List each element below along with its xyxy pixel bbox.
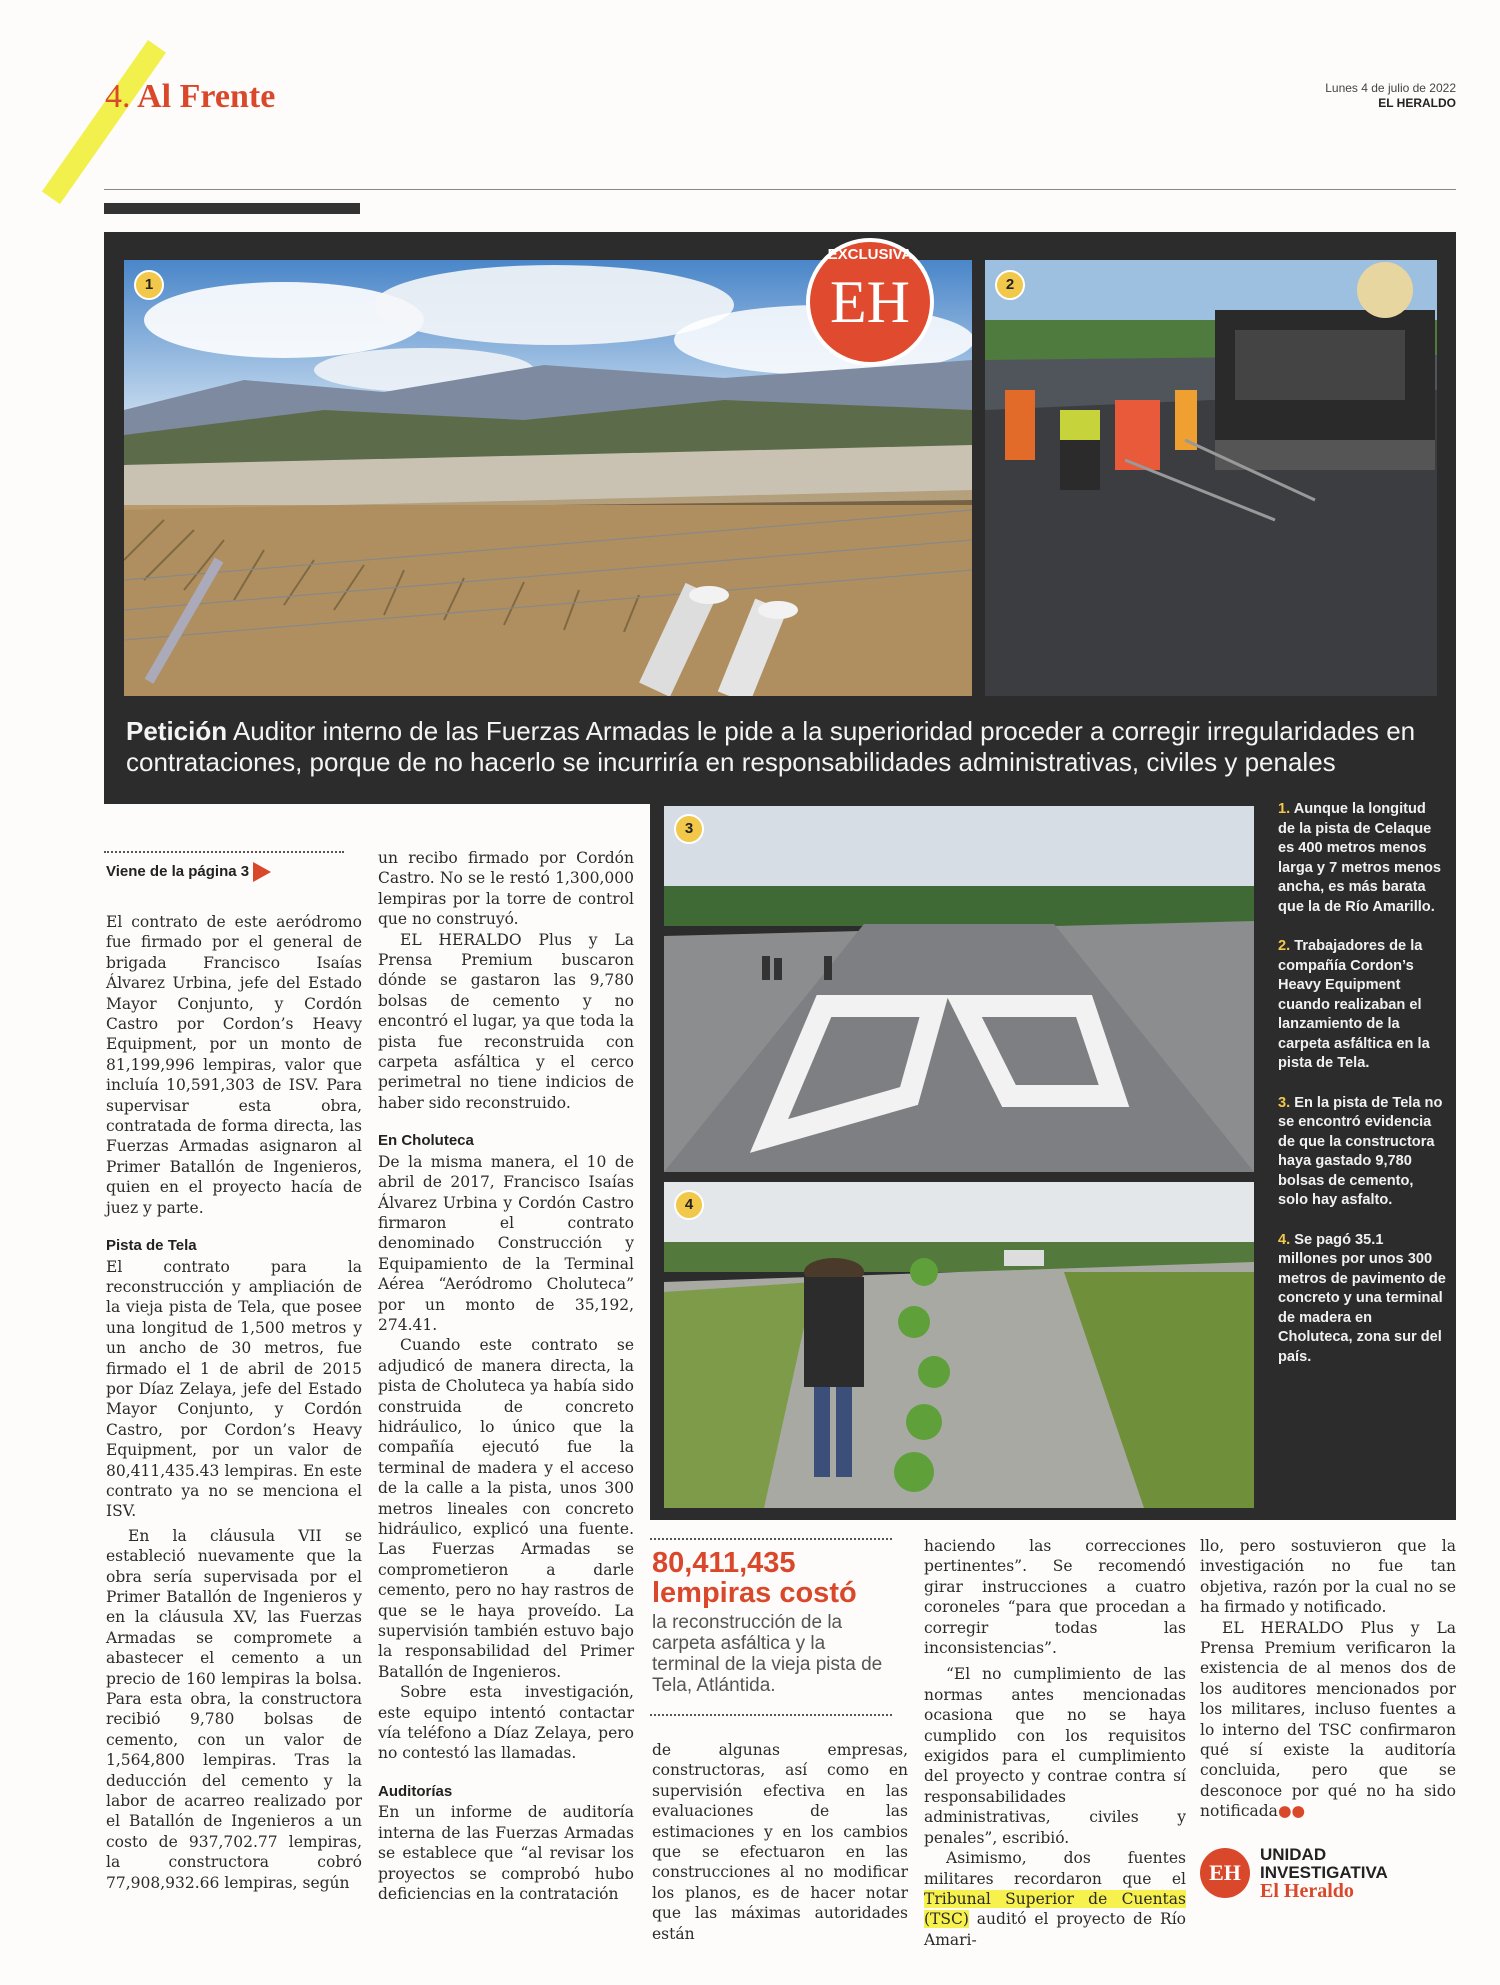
article-column-5 — [1200, 1536, 1456, 1822]
highlighter-mark — [42, 40, 166, 204]
photo-caption: 3. En la pista de Tela no se encontró evidencia de que la constructora haya gastado 9,780 bolsas de cemento, solo hay asfalto. — [1278, 1094, 1443, 1208]
top-caption — [126, 716, 1436, 778]
investigative-unit-logo — [1200, 1846, 1440, 1900]
photo-number-badge: 1 — [134, 270, 164, 300]
photo-choluteca-runway — [664, 1182, 1254, 1508]
unit-paper: El Heraldo — [1260, 1880, 1354, 1902]
article-paragraph: “El no cumplimiento de las normas antes mencionadas ocasiona que no se haya cumplido con los requisitos exigidos para el cumplimiento del proyecto y contrae contra sí responsabilidades administrativas, civiles y penales”, escribió. — [924, 1665, 1186, 1847]
section-title: 4. Al Frente — [105, 78, 276, 115]
article-paragraph: un recibo firmado por Cordón Castro. No se le restó 1,300,000 lempiras por la torre de control que no construyó. — [378, 849, 634, 929]
article-paragraph: Cuando este contrato se adjudicó de manera directa, la pista de Choluteca ya había sido construida de concreto hidráulico, lo único que la compañía ejecutó fue la terminal de madera y el acceso de la calle a la pista, unos 300 metros lineales con concreto hidráulico, explicó una fuente. Las Fuerzas Armadas se comprometieron a darle cemento, pero no hay rastros de que se le haya proveído. La supervisión también estuvo bajo la responsabilidad del Primer Batallón de Ingenieros. — [378, 1336, 634, 1681]
photo-caption: 1. Aunque la longitud de la pista de Celaque es 400 metros menos larga y 7 metros menos ancha, es más barata que la de Río Amarillo. — [1278, 801, 1442, 915]
article-paragraph: El contrato de este aeródromo fue firmado por el general de brigada Francisco Isaías Álvarez Urbina, jefe del Estado Mayor Conjunto, y Cordón Castro por Cordon’s Heavy Equipment, por un monto de 81,199,996 lempiras, valor que incluía 10,591,303 de ISV. Para supervisar esta obra, contratada de forma directa, las Fuerzas Armadas asignaron al Primer Batallón de Ingenieros, quien en el proyecto hacía de juez y parte. — [106, 913, 362, 1217]
article-paragraph: EL HERALDO Plus y La Prensa Premium buscaron dónde se gastaron las 9,780 bolsas de cemento y no encontró el lugar, ya que toda la pista fue reconstruida con carpeta asfáltica y el cerco perimetral no tiene indicios de haber sido reconstruido. — [378, 930, 634, 1112]
pullquote-text: la reconstrucción de la carpeta asfáltica y la terminal de la vieja pista de Tela, Atlántida. — [652, 1612, 883, 1696]
issue-date: Lunes 4 de julio de 2022 — [1325, 81, 1456, 95]
eh-logo: EH — [830, 269, 910, 335]
photo-number-badge: 4 — [674, 1190, 704, 1220]
end-mark: ●● — [1277, 1801, 1305, 1821]
pullquote-rule — [650, 1538, 892, 1540]
continued-from-label: Viene de la página 3 — [106, 862, 271, 882]
header-rule — [104, 189, 1456, 190]
article-paragraph: En un informe de auditoría interna de las Fuerzas Armadas se establece que “al revisar los proyectos se comprobó hubo deficiencias en la contratación — [378, 1803, 634, 1903]
column-rule — [104, 851, 344, 853]
eh-logo: EH — [1200, 1848, 1250, 1898]
article-column-2 — [378, 848, 634, 1904]
caption-text: Auditor interno de las Fuerzas Armadas le pide a la superioridad proceder a corregir irregularidades en contrataciones, porque de no hacerlo se incurriría en responsabilidades administrativas, civiles y penales — [126, 716, 1416, 777]
highlighted-text: Tribunal Superior de Cuentas (TSC) — [924, 1889, 1186, 1929]
newspaper-name: EL HERALDO — [1378, 96, 1456, 110]
article-paragraph: de algunas empresas, constructoras, así como en supervisión efectiva en las evaluaciones de las estimaciones y en los cambios que se efectuaron en las construcciones al no modificar los planos, es de hacer notar que las máximas autoridades están — [652, 1741, 908, 1943]
photo-asphalt-workers — [985, 260, 1437, 696]
article-column-3 — [652, 1740, 908, 1944]
article-paragraph: En la cláusula VII se estableció nuevamente que la obra sería supervisada por el Primer Batallón de Ingenieros y en la cláusula XV, las Fuerzas Armadas se compromete a abastecer el cemento a un precio de 160 lempiras la bolsa. Para esta obra, la constructora recibió 9,780 bolsas de cemento, con un valor de 1,564,800 lempiras. Tras la deducción del cemento y la labor de acarreo realizado por el Batallón de Ingenieros a un costo de 937,702.77 lempiras, la constructora cobró 77,908,932.66 lempiras, según — [106, 1526, 362, 1892]
arrow-right-icon — [253, 862, 271, 882]
photo-tela-runway — [664, 806, 1254, 1172]
photo-number-badge: 2 — [995, 270, 1025, 300]
photo-caption: 2. Trabajadores de la compañía Cordon’s Heavy Equipment cuando realizaban el lanzamiento de la carpeta asfáltica en la pista de Tela. — [1278, 938, 1430, 1071]
subheading: Auditorías — [378, 1782, 453, 1800]
article-column-4 — [924, 1536, 1186, 1950]
photo-caption: 4. Se pagó 35.1 millones por unos 300 metros de pavimento de concreto y una terminal de madera en Choluteca, zona sur del país. — [1278, 1231, 1446, 1365]
header-bar — [104, 203, 360, 214]
article-paragraph: El contrato para la reconstrucción y ampliación de la vieja pista de Tela, que posee una longitud de 1,500 metros y un ancho de 30 metros, fue firmado el 1 de abril de 2015 por Díaz Zelaya, jefe del Estado Mayor Conjunto, y Cordón Castro, por Cordon’s Heavy Equipment, por un valor de 80,411,435.43 lempiras. En este contrato ya no se menciona el ISV. — [106, 1257, 362, 1521]
subheading: Pista de Tela — [106, 1237, 197, 1255]
unit-label: UNIDAD INVESTIGATIVA — [1260, 1845, 1388, 1882]
article-paragraph: De la misma manera, el 10 de abril de 2017, Francisco Isaías Álvarez Urbina y Cordón Castro firmaron el contrato denominado Construcción y Equipamiento de la Terminal Aérea “Aeródromo Choluteca” por un monto de 35,192, 274.41. — [378, 1152, 634, 1334]
article-paragraph: llo, pero sostuvieron que la investigación no fue tan objetiva, razón por la cual no se ha firmado y notificado. — [1200, 1537, 1456, 1617]
pullquote-rule — [650, 1714, 892, 1716]
article-paragraph: Sobre esta investigación, este equipo intentó contactar vía teléfono a Díaz Zelaya, pero no contestó las llamadas. — [378, 1683, 634, 1763]
article-paragraph: EL HERALDO Plus y La Prensa Premium verificaron la existencia de al menos dos de los auditores mencionados por los militares, incluso fuentes a lo interno del TSC confirmaron qué sí existe la auditoría concluida, pero que se desconoce por qué no ha sido notificada●● — [1200, 1618, 1456, 1821]
photo-captions — [1278, 800, 1446, 1387]
pullquote-number: 80,411,435 lempiras costó — [652, 1547, 857, 1609]
subheading: En Choluteca — [378, 1132, 474, 1150]
badge-label: EXCLUSIVA — [827, 246, 913, 263]
photo-number-badge: 3 — [674, 814, 704, 844]
article-paragraph: haciendo las correcciones pertinentes”. Se recomendó girar instrucciones a cuatro coroneles “para que procedan a corregir todas las inconsistencias”. — [924, 1537, 1186, 1658]
article-paragraph: Asimismo, dos fuentes militares recordaron que el Tribunal Superior de Cuentas (TSC) auditó el proyecto de Río Amari- — [924, 1849, 1186, 1949]
caption-lead: Petición — [126, 716, 228, 746]
exclusive-badge — [790, 232, 950, 372]
article-column-1 — [106, 912, 362, 1893]
